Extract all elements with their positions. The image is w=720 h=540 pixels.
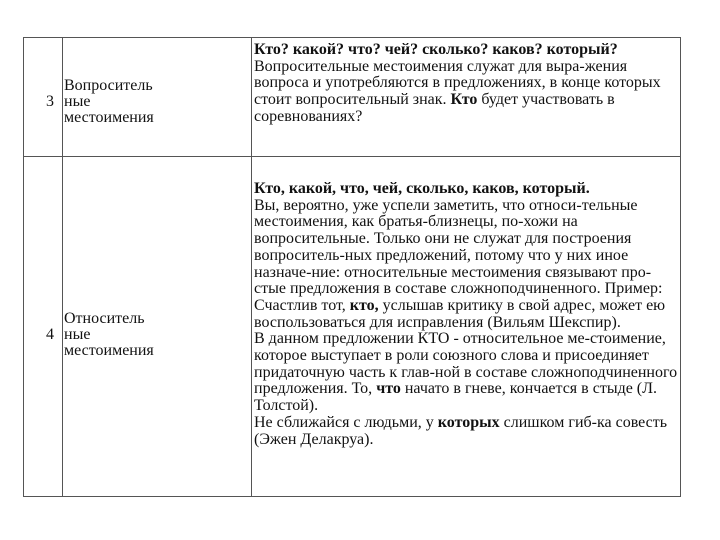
row-4-content [254,181,680,448]
bold-pronoun: которых [437,413,500,431]
column-divider-2 [251,37,252,497]
row-3-heading: Кто? какой? что? чей? сколько? каков? который? [254,41,618,58]
text-run: Вопросительные местоимения служат для выра-жения вопроса и употребляются в предложениях, в конце которых стоит вопросительный знак. [254,57,661,109]
row-divider [23,156,681,157]
text-run: слишком гиб-ка совесть (Эжен Делакруа). [254,413,668,448]
row-4-paragraph-3 [254,415,680,448]
table-top-border [23,37,681,38]
text-run: будет участвовать в соревнованиях? [254,91,615,125]
row-3-body [254,59,680,126]
column-divider-1 [62,37,63,497]
row-3-number: 3 [46,93,54,110]
row-4-paragraph-1 [254,198,680,332]
text-run: Вы, вероятно, уже успели заметить, что относи-тельные местоимения, как братья-близнецы, по-хожи на вопросительные. Только они не служат для построения вопроситель-ных предложений, потому что у них иное назначе-ние: относительные местоимения связывают про-стые предложения в составе сложноподчиненного. Пример: Счастлив тот, [254,196,663,314]
text-run: Не сближайся с людьми, у [254,413,438,431]
bold-pronoun: Кто [450,91,478,109]
table-right-border [680,37,681,497]
table-bottom-border [23,496,681,497]
row-3-term: Вопроситель ные местоимения [64,77,154,126]
row-4-paragraph-2 [254,331,680,415]
bold-pronoun: кто, [349,296,379,314]
row-4-number: 4 [46,326,54,343]
text-run: начато в гневе, кончается в стыде (Л. Толстой). [254,380,657,415]
row-3-content [254,42,680,126]
row-4-heading: Кто, какой, что, чей, сколько, каков, который. [254,180,590,197]
row-4-term: Относитель ные местоимения [64,310,154,359]
table-left-border [23,37,24,497]
bold-pronoun: что [376,380,401,398]
text-run: В данном предложении КТО - относительное ме-стоимение, которое выступает в роли союзного слова и присоединяет придаточную часть к глав-ной в составе сложноподчиненного предложения. То, [254,330,678,398]
text-run: услышав критику в свой адрес, может ею воспользоваться для исправления (Вильям Шекспир). [254,296,666,331]
